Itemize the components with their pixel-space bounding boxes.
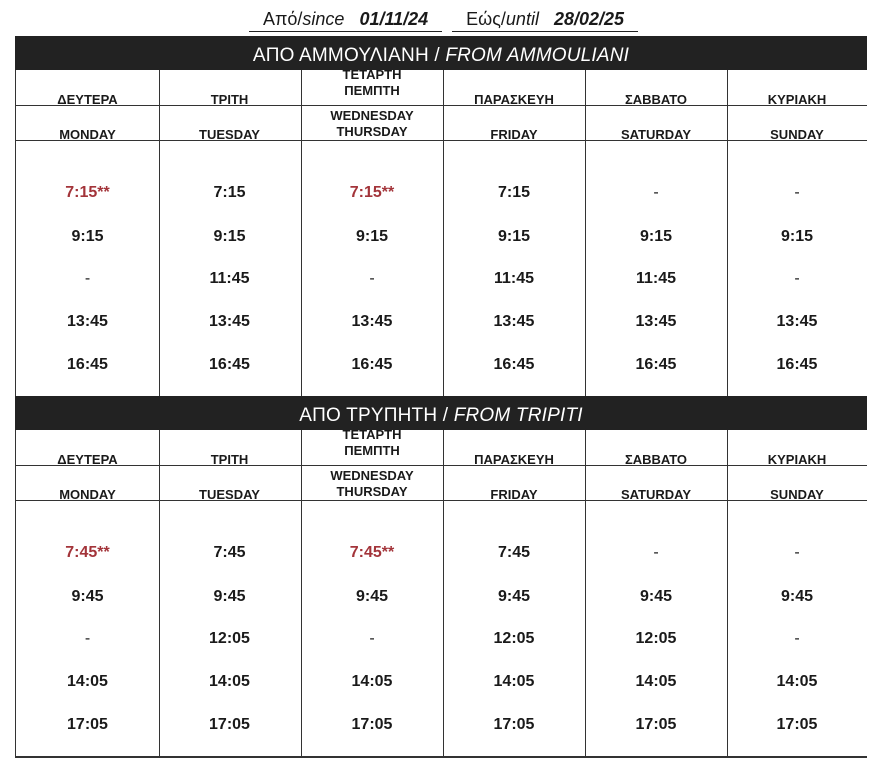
departure-time: 9:15 — [639, 228, 673, 245]
departure-time: - — [653, 184, 659, 201]
departure-time: - — [369, 630, 375, 647]
day-name-en: FRIDAY — [490, 487, 538, 502]
departure-time: 13:45 — [351, 313, 393, 330]
departure-time: 14:05 — [67, 673, 108, 690]
since-date: 01/11/24 — [359, 9, 429, 29]
departure-time: 13:45 — [67, 313, 108, 330]
section-title — [15, 396, 867, 430]
day-name-en: MONDAY — [59, 127, 116, 142]
day-name-en: THURSDAY — [336, 124, 408, 139]
departure-time: 9:15 — [71, 228, 104, 245]
day-name-gr: ΤΕΤΑΡΤΗ — [342, 427, 402, 442]
departure-time: 16:45 — [209, 356, 250, 373]
departure-time: 16:45 — [493, 356, 535, 373]
until-label-en: until — [505, 9, 539, 29]
departure-time: 7:45** — [349, 544, 395, 561]
day-name-en: TUESDAY — [199, 487, 260, 502]
day-name-en: WEDNESDAY — [330, 108, 414, 123]
departure-time: 17:05 — [209, 716, 250, 733]
validity-period — [0, 8, 887, 32]
departure-time: 12:05 — [493, 630, 535, 647]
departure-time: 11:45 — [635, 270, 677, 287]
departure-time: 12:05 — [635, 630, 677, 647]
departure-time: 7:15 — [497, 184, 531, 201]
since-segment — [249, 8, 442, 32]
day-name-gr: ΔΕΥΤΕΡΑ — [57, 452, 118, 467]
day-column — [158, 430, 302, 758]
day-column — [585, 430, 728, 758]
departure-time: 7:45** — [65, 544, 110, 561]
departure-time: 16:45 — [776, 356, 818, 373]
departure-time: 13:45 — [635, 313, 677, 330]
departure-time: - — [794, 270, 800, 287]
departure-time: 13:45 — [209, 313, 250, 330]
departure-time: 9:15 — [780, 228, 814, 245]
section-from-ammouliani — [15, 36, 867, 398]
departure-time: 17:05 — [776, 716, 818, 733]
day-name-gr: ΠΕΜΠΤΗ — [344, 83, 400, 98]
day-column — [443, 430, 586, 758]
departure-time: 9:45 — [780, 588, 814, 605]
day-column — [15, 70, 160, 398]
day-name-gr: ΠΑΡΑΣΚΕΥΗ — [474, 452, 554, 467]
day-name-en: MONDAY — [59, 487, 116, 502]
departure-time: - — [369, 270, 375, 287]
departure-time: 11:45 — [209, 270, 250, 287]
day-column — [158, 70, 302, 398]
day-name-gr: ΠΕΜΠΤΗ — [344, 443, 400, 458]
departure-time: - — [794, 630, 800, 647]
departure-time: 7:45 — [497, 544, 531, 561]
day-name-en: TUESDAY — [199, 127, 260, 142]
departure-time: 12:05 — [209, 630, 250, 647]
section-title — [15, 36, 867, 70]
departure-time: 13:45 — [776, 313, 818, 330]
day-name-en: SATURDAY — [620, 127, 692, 142]
day-name-gr: ΚΥΡΙΑΚΗ — [767, 92, 827, 107]
day-column — [727, 430, 867, 758]
departure-time: 7:45 — [213, 544, 246, 561]
day-column — [727, 70, 867, 398]
departure-time: 7:15 — [213, 184, 246, 201]
departure-time: 9:45 — [213, 588, 246, 605]
section-from-tripiti — [15, 396, 867, 758]
departure-time: - — [84, 270, 91, 287]
day-name-gr: ΤΡΙΤΗ — [210, 92, 249, 107]
until-date: 28/02/25 — [553, 9, 625, 29]
departure-time: 14:05 — [635, 673, 677, 690]
day-name-gr: ΤΡΙΤΗ — [210, 452, 249, 467]
departure-time: 14:05 — [776, 673, 818, 690]
section-title-gr: ΑΠΟ ΑΜΜΟΥΛΙΑΝΗ / — [252, 45, 446, 66]
day-name-en: SUNDAY — [770, 127, 824, 142]
departure-time: 17:05 — [351, 716, 393, 733]
day-name-en: THURSDAY — [336, 484, 408, 499]
day-name-gr: ΣΑΒΒΑΤΟ — [624, 92, 688, 107]
section-title-en: FROM AMMOULIANI — [445, 45, 630, 66]
departure-time: 17:05 — [493, 716, 535, 733]
departure-time: 13:45 — [493, 313, 535, 330]
day-name-gr: ΚΥΡΙΑΚΗ — [767, 452, 827, 467]
until-segment — [452, 8, 638, 32]
until-label-gr: Εώς/ — [466, 9, 506, 29]
departure-time: 9:15 — [355, 228, 389, 245]
departure-time: 9:45 — [639, 588, 673, 605]
section-title-en: FROM TRIPITI — [453, 405, 583, 426]
departure-time: 16:45 — [67, 356, 108, 373]
day-name-gr: ΔΕΥΤΕΡΑ — [57, 92, 118, 107]
departure-time: - — [84, 630, 91, 647]
departure-time: 16:45 — [635, 356, 677, 373]
departure-time: 16:45 — [351, 356, 393, 373]
day-name-gr: ΣΑΒΒΑΤΟ — [624, 452, 688, 467]
day-column — [301, 427, 444, 758]
day-column — [15, 430, 160, 758]
departure-time: 9:45 — [355, 588, 389, 605]
departure-time: 14:05 — [351, 673, 393, 690]
since-label-gr: Από/ — [262, 9, 303, 29]
day-name-gr: ΠΑΡΑΣΚΕΥΗ — [474, 92, 554, 107]
departure-time: 17:05 — [67, 716, 108, 733]
day-name-en: FRIDAY — [490, 127, 538, 142]
departure-time: 9:15 — [497, 228, 531, 245]
day-name-en: SUNDAY — [770, 487, 824, 502]
day-column — [585, 70, 728, 398]
departure-time: 9:45 — [497, 588, 531, 605]
day-name-en: WEDNESDAY — [330, 468, 414, 483]
departure-time: 7:15** — [65, 184, 110, 201]
day-name-gr: ΤΕΤΑΡΤΗ — [342, 67, 402, 82]
departure-time: 9:45 — [71, 588, 104, 605]
departure-time: 11:45 — [493, 270, 535, 287]
departure-time: 7:15** — [349, 184, 395, 201]
section-title-gr: ΑΠΟ ΤΡΥΠΗΤΗ / — [299, 405, 454, 426]
since-label-en: since — [302, 9, 345, 29]
day-column — [301, 67, 444, 398]
day-column — [443, 70, 586, 398]
departure-time: 17:05 — [635, 716, 677, 733]
departure-time: 14:05 — [209, 673, 250, 690]
schedule-table — [15, 427, 867, 758]
day-name-en: SATURDAY — [620, 487, 692, 502]
departure-time: 14:05 — [493, 673, 535, 690]
departure-time: 9:15 — [213, 228, 246, 245]
departure-time: - — [653, 544, 659, 561]
departure-time: - — [794, 184, 800, 201]
schedule-table — [15, 67, 867, 398]
departure-time: - — [794, 544, 800, 561]
